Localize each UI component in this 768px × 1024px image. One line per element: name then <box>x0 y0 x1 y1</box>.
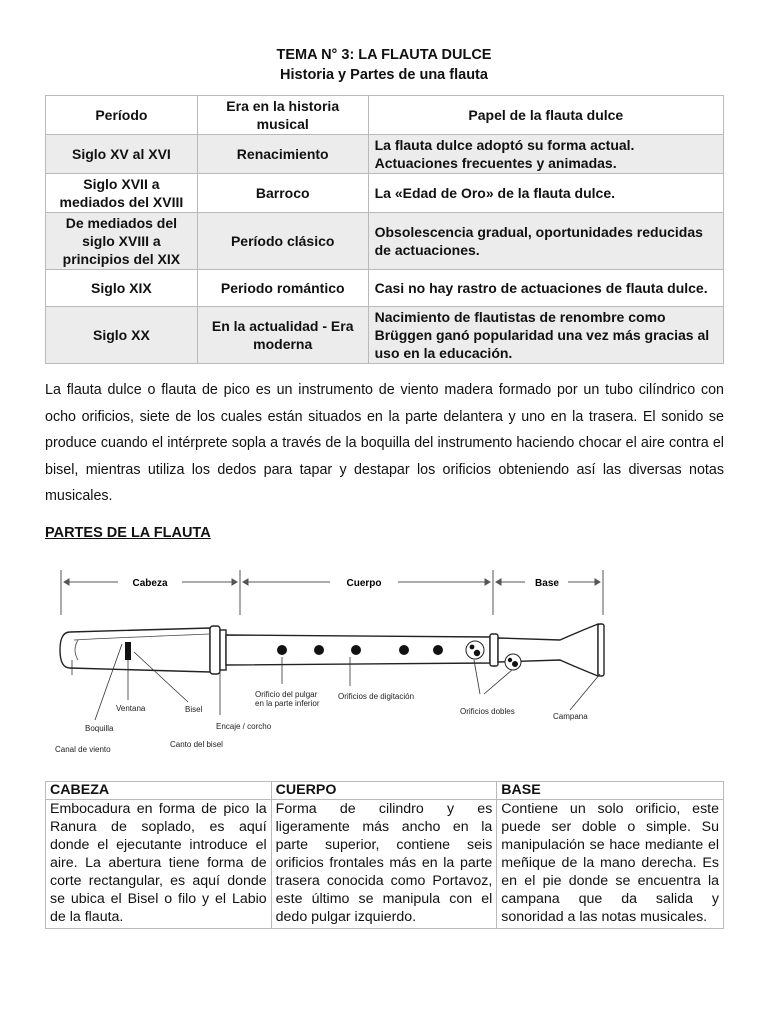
section-dimension-lines <box>61 570 603 615</box>
history-cell-role: Obsolescencia gradual, oportunidades reducidas de actuaciones. <box>368 213 723 270</box>
finger-hole <box>433 645 443 655</box>
parts-header-head: CABEZA <box>46 782 272 800</box>
double-hole-body <box>466 641 484 659</box>
history-row <box>46 174 724 213</box>
parts-header-base: BASE <box>497 782 724 800</box>
section-label-head: Cabeza <box>132 578 168 589</box>
document-title-block <box>0 45 768 85</box>
label-ventana: Ventana <box>116 704 146 713</box>
history-cell-period: Siglo XIX <box>46 270 198 307</box>
history-cell-role: Casi no hay rastro de actuaciones de flauta dulce. <box>368 270 723 307</box>
finger-hole <box>399 645 409 655</box>
parts-table-row <box>46 800 724 929</box>
history-table <box>45 95 724 364</box>
history-cell-period: Siglo XVII a mediados del XVIII <box>46 174 198 213</box>
section-label-base: Base <box>535 578 559 589</box>
recorder-diagram <box>50 560 620 760</box>
parts-cell-head: Embocadura en forma de pico la Ranura de soplado, es aquí donde el ejecutante introduce el aire. La abertura tiene forma de corte rectangular, es aquí donde se ubica el Bisel o filo y el Labio de la flauta. <box>46 800 272 929</box>
history-row <box>46 213 724 270</box>
recorder-diagram-svg <box>50 560 620 760</box>
history-cell-period: Siglo XV al XVI <box>46 135 198 174</box>
history-header-role: Papel de la flauta dulce <box>368 96 723 135</box>
history-header-era: Era en la historia musical <box>197 96 368 135</box>
intro-paragraph: La flauta dulce o flauta de pico es un instrumento de viento madera formado por un tubo cilíndrico con ocho orificios, siete de los cuales están situados en la parte delantera y uno en la trasera. El sonido se produce cuando el intérprete sopla a través de la boquilla del instrumento haciendo chocar el aire contra el bisel, mientras utiliza los dedos para tapar y destapar los orificios obteniendo así las diversas notas musicales. <box>45 382 724 505</box>
label-canal: Canal de viento <box>55 745 111 754</box>
bell-rim <box>598 624 604 676</box>
label-digitacion: Orificios de digitación <box>338 692 415 701</box>
recorder-shape <box>60 624 604 676</box>
document-subtitle: Historia y Partes de una flauta <box>280 67 488 83</box>
finger-hole <box>351 645 361 655</box>
parts-heading: PARTES DE LA FLAUTA <box>45 525 211 541</box>
history-cell-era: Período clásico <box>197 213 368 270</box>
history-row <box>46 135 724 174</box>
history-cell-period: De mediados del siglo XVIII a principios del XIX <box>46 213 198 270</box>
label-bisel: Bisel <box>185 705 203 714</box>
finger-hole <box>314 645 324 655</box>
label-campana: Campana <box>553 712 588 721</box>
label-pulgar-2: en la parte inferior <box>255 699 320 708</box>
label-encaje: Encaje / corcho <box>216 722 272 731</box>
history-cell-role: Nacimiento de flautistas de renombre como Brüggen ganó popularidad una vez más gracias al uso en la educación. <box>368 307 723 364</box>
history-cell-era: Barroco <box>197 174 368 213</box>
parts-header-body: CUERPO <box>271 782 497 800</box>
parts-cell-base: Contiene un solo orificio, este puede ser doble o simple. Su manipulación se hace mediante el meñique de la mano derecha. Es en el pie donde se encuentra la campana que da salida y sonoridad a las notas musicales. <box>497 800 724 929</box>
history-cell-period: Siglo XX <box>46 307 198 364</box>
history-table-header-row <box>46 96 724 135</box>
label-boquilla: Boquilla <box>85 724 114 733</box>
history-row <box>46 270 724 307</box>
head-joint-ring <box>210 626 220 674</box>
label-canto: Canto del bisel <box>170 740 223 749</box>
finger-hole <box>277 645 287 655</box>
parts-table <box>45 781 724 929</box>
window-opening <box>125 642 131 660</box>
double-hole-foot <box>505 654 521 670</box>
history-cell-era: Renacimiento <box>197 135 368 174</box>
head-joint-tenon <box>220 630 226 670</box>
foot-joint-ring <box>490 634 498 666</box>
history-row <box>46 307 724 364</box>
history-cell-role: La flauta dulce adoptó su forma actual. Actuaciones frecuentes y animadas. <box>368 135 723 174</box>
history-cell-era: Periodo romántico <box>197 270 368 307</box>
history-cell-era: En la actualidad - Era moderna <box>197 307 368 364</box>
diagram-labels <box>55 690 588 754</box>
parts-cell-body: Forma de cilindro y es ligeramente más ancho en la parte superior, contiene seis orificios frontales más en la parte trasera conocida como Portavoz, este último se manipula con el dedo pulgar izquierdo. <box>271 800 497 929</box>
section-label-body: Cuerpo <box>346 578 382 589</box>
history-cell-role: La «Edad de Oro» de la flauta dulce. <box>368 174 723 213</box>
label-dobles: Orificios dobles <box>460 707 515 716</box>
document-title: TEMA N° 3: LA FLAUTA DULCE <box>276 47 492 63</box>
history-header-period: Período <box>46 96 198 135</box>
parts-table-header-row <box>46 782 724 800</box>
label-pulgar-1: Orificio del pulgar <box>255 690 318 699</box>
